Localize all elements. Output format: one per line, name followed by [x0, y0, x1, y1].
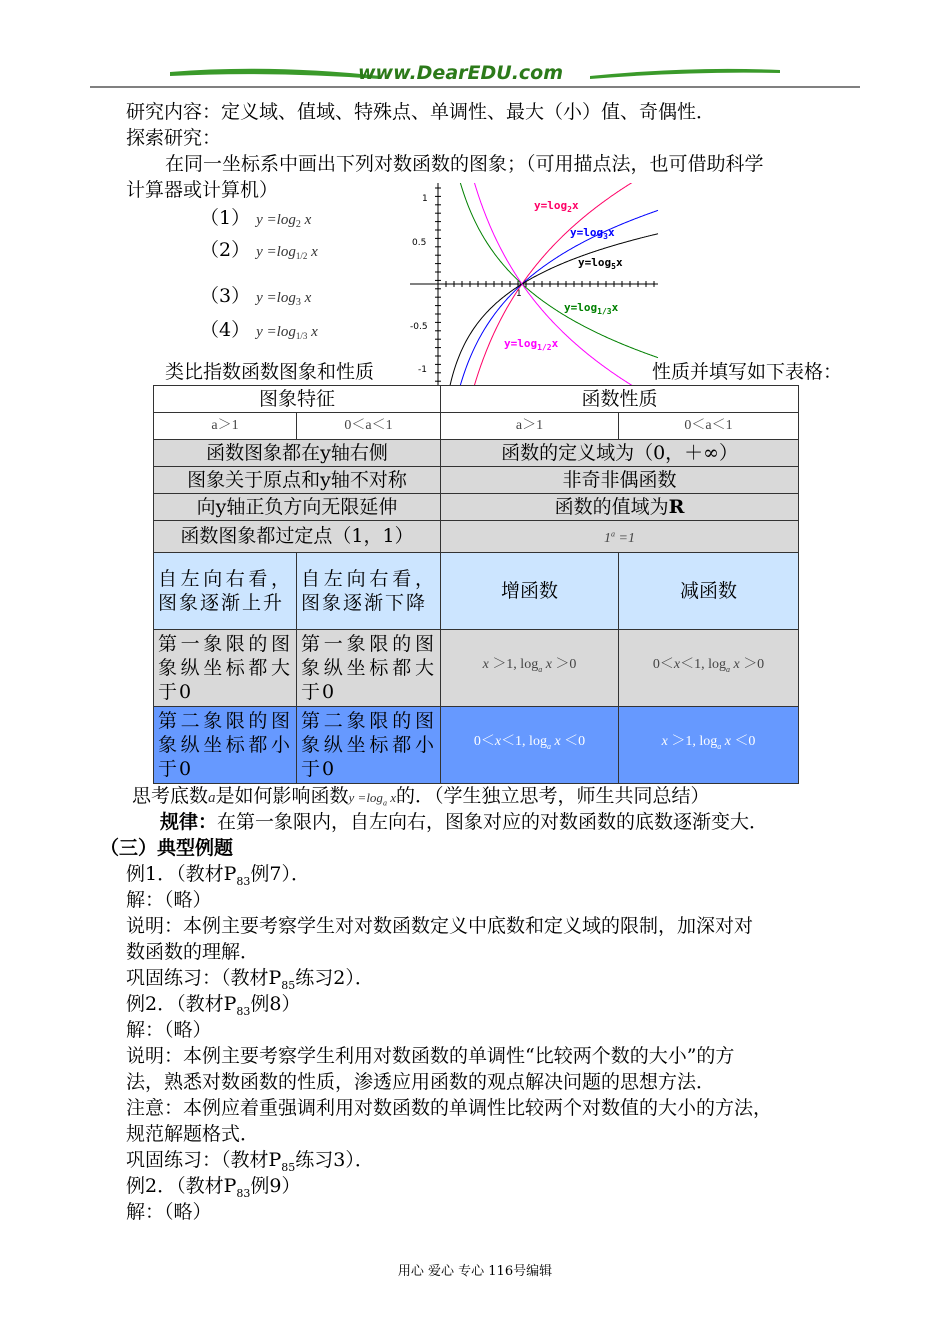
- table-cell: a＞1: [154, 413, 297, 440]
- answer-1: 解：（略）: [126, 889, 212, 911]
- table-cell: 0＜x＜1, $\log_a x <0$: [441, 706, 619, 783]
- answer-2: 解：（略）: [126, 1019, 212, 1041]
- properties-table: [153, 385, 799, 784]
- tick-yn1: -1: [418, 365, 427, 375]
- table-cell: 函数的值域为R: [441, 494, 799, 521]
- note-1: 说明：本例主要考察学生对对数函数定义中底数和定义域的限制，加深对对: [126, 915, 754, 937]
- note-2b: 法，熟悉对数函数的性质，渗透应用函数的观点解决问题的思想方法．: [126, 1071, 716, 1093]
- instruction-line: 在同一坐标系中画出下列对数函数的图象；（可用描点法，也可借助科学: [165, 153, 764, 175]
- table-cell: 0＜a＜1: [619, 413, 799, 440]
- think-line: 思考底数a是如何影响函数$y =\log_a$ x的．（学生独立思考，师生共同总结）: [132, 785, 710, 808]
- table-cell: x ＞1, $\log_a x >0$: [441, 629, 619, 706]
- analogy-text-end: 性质并填写如下表格：: [652, 361, 843, 383]
- instruction-line-2: 计算器或计算机）: [126, 179, 279, 201]
- rule-line: 规律：在第一象限内，自左向右，图象对应的对数函数的底数逐渐变大．: [160, 811, 769, 833]
- note-2: 说明：本例主要考察学生利用对数函数的单调性“比较两个数的大小”的方: [126, 1045, 735, 1067]
- table-cell: 0＜x＜1, $\log_a x >0$: [619, 629, 799, 706]
- log-function-graph: [410, 183, 660, 388]
- table-cell: 第一象限的图象纵坐标都大于0: [297, 629, 441, 706]
- example-3: 例2．（教材$P_{83}$例9）: [126, 1175, 301, 1200]
- func-item-2: （2） $y =\log_{1/2}$ x: [200, 239, 318, 261]
- table-header: 函数性质: [441, 386, 799, 413]
- content-line: 研究内容：定义域、值域、特殊点、单调性、最大（小）值、奇偶性．: [126, 101, 716, 123]
- table-cell: 非奇非偶函数: [441, 467, 799, 494]
- tick-x1: 1: [516, 289, 522, 299]
- table-cell: 第二象限的图象纵坐标都小于0: [297, 706, 441, 783]
- table-cell: 函数的定义域为（0，＋∞）: [441, 440, 799, 467]
- curve-log12: [474, 183, 644, 388]
- table-cell: 函数图象都过定点（1，1）: [154, 521, 441, 553]
- func-item-3: （3） $y =\log_3$ x: [200, 285, 312, 308]
- tick-y05: 0.5: [412, 238, 427, 248]
- attention-note: 注意：本例应着重强调利用对数函数的单调性比较两个对数值的大小的方法，: [126, 1097, 773, 1119]
- table-cell: $1^a =1$: [441, 521, 799, 553]
- practice-2: 巩固练习：（教材$P_{85}$练习3）．: [126, 1149, 374, 1174]
- label-log2: $y=\log_2x$: [534, 199, 579, 214]
- func-item-4: （4） $y =\log_{1/3}$ x: [200, 319, 318, 341]
- table-cell: 自左向右看，图象逐渐上升: [154, 552, 297, 629]
- header-banner: [90, 62, 860, 92]
- table-cell: x ＞1, $\log_a x <0$: [619, 706, 799, 783]
- answer-3: 解：（略）: [126, 1201, 212, 1223]
- tick-yn05: -0.5: [410, 322, 428, 332]
- table-cell: 第一象限的图象纵坐标都大于0: [154, 629, 297, 706]
- table-cell: 第二象限的图象纵坐标都小于0: [154, 706, 297, 783]
- explore-label: 探索研究：: [126, 127, 222, 149]
- analogy-text: 类比指数函数图象和性质: [165, 361, 375, 383]
- attention-note-b: 规范解题格式．: [126, 1123, 260, 1145]
- table-cell: 减函数: [619, 552, 799, 629]
- example-1: 例1．（教材$P_{83}$例7）．: [126, 863, 310, 888]
- table-cell: 自左向右看，图象逐渐下降: [297, 552, 441, 629]
- site-logo-text: www.DearEDU.com: [358, 62, 564, 84]
- table-cell: a＞1: [441, 413, 619, 440]
- table-cell: 增函数: [441, 552, 619, 629]
- label-log13: $y=\log_{1/3}x$: [564, 301, 619, 316]
- table-cell: 0＜a＜1: [297, 413, 441, 440]
- page-footer: 用心 爱心 专心 116号编辑: [397, 1264, 553, 1279]
- func-item-1: （1） $y =\log_2$ x: [200, 207, 312, 230]
- table-cell: 图象关于原点和y轴不对称: [154, 467, 441, 494]
- label-log3: $y=\log_3x$: [570, 226, 615, 241]
- curve-log3: [459, 210, 658, 388]
- tick-y1: 1: [422, 194, 428, 204]
- curve-log5: [449, 234, 658, 388]
- table-header: 图象特征: [154, 386, 441, 413]
- table-cell: 向y轴正负方向无限延伸: [154, 494, 441, 521]
- label-log5: $y=\log_5x$: [578, 256, 623, 271]
- note-1b: 数函数的理解．: [126, 941, 260, 963]
- practice-1: 巩固练习：（教材$P_{85}$练习2）．: [126, 967, 374, 992]
- section-title: （三）典型例题: [100, 837, 234, 859]
- example-2: 例2．（教材$P_{83}$例8）: [126, 993, 301, 1018]
- label-log12: $y=\log_{1/2}x$: [504, 337, 559, 352]
- table-cell: 函数图象都在y轴右侧: [154, 440, 441, 467]
